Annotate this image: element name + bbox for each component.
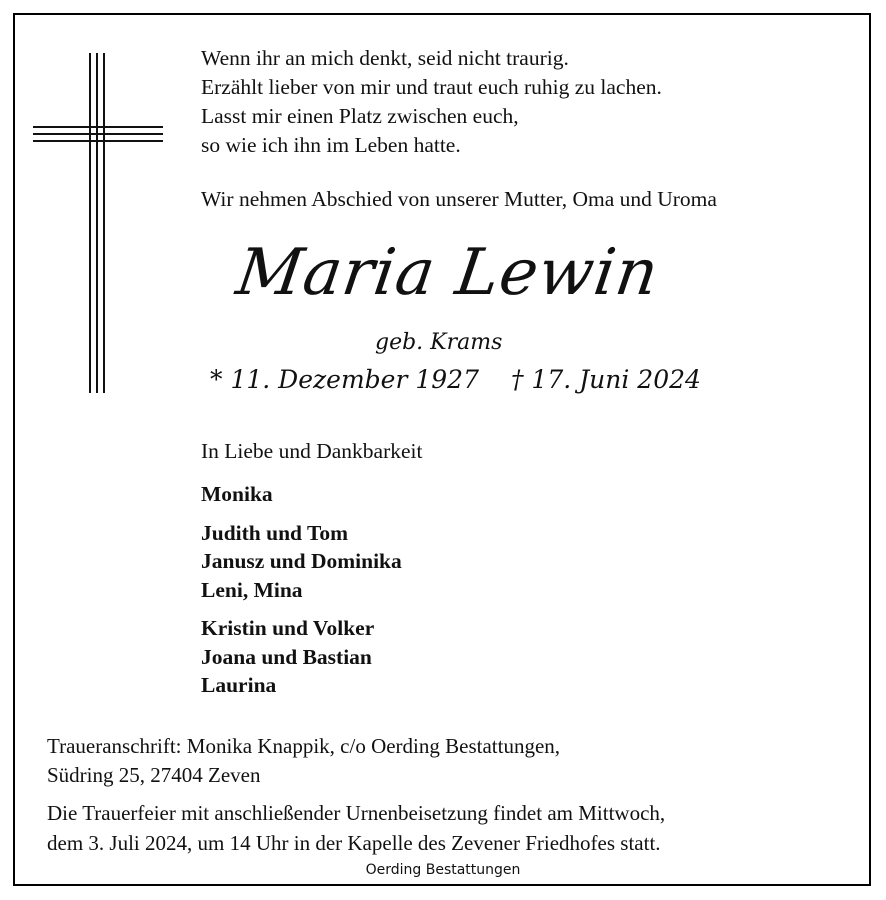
family-group [201,614,402,700]
family-member: Monika [201,482,273,506]
family-list [201,480,402,710]
family-member: Joana und Bastian [201,644,372,669]
ceremony-line: dem 3. Juli 2024, um 14 Uhr in der Kapelle des Zevener Friedhofes statt. [47,831,661,855]
maiden-name: geb. Krams [375,330,503,355]
poem-line: Erzählt lieber von mir und traut euch ruhig zu lachen. [201,75,662,99]
family-member: Leni, Mina [201,577,303,602]
death-date: † 17. Juni 2024 [510,365,701,394]
family-group [201,480,402,509]
gratitude-text: In Liebe und Dankbarkeit [201,439,423,463]
cross-icon [33,53,163,393]
undertaker-credit: Oerding Bestattungen [365,862,521,878]
poem-line: Lasst mir einen Platz zwischen euch, [201,104,519,128]
poem-line: Wenn ihr an mich denkt, seid nicht traurig. [201,46,569,70]
life-dates [210,365,701,394]
family-group [201,519,402,605]
mourning-address [47,732,560,790]
family-member: Laurina [201,673,277,697]
family-member: Judith und Tom [201,520,349,545]
farewell-text: Wir nehmen Abschied von unserer Mutter, Oma und Uroma [201,187,717,211]
ceremony-info [47,798,665,858]
address-line: Südring 25, 27404 Zeven [47,763,261,787]
birth-date: * 11. Dezember 1927 [210,365,479,394]
family-member: Kristin und Volker [201,616,375,640]
poem-line: so wie ich ihn im Leben hatte. [201,133,461,157]
family-member: Janusz und Dominika [201,549,402,573]
deceased-name: Maria Lewin [232,236,664,310]
address-line: Traueranschrift: Monika Knappik, c/o Oerding Bestattungen, [47,734,561,758]
ceremony-line: Die Trauerfeier mit anschließender Urnenbeisetzung findet am Mittwoch, [47,801,666,825]
poem [201,44,662,160]
